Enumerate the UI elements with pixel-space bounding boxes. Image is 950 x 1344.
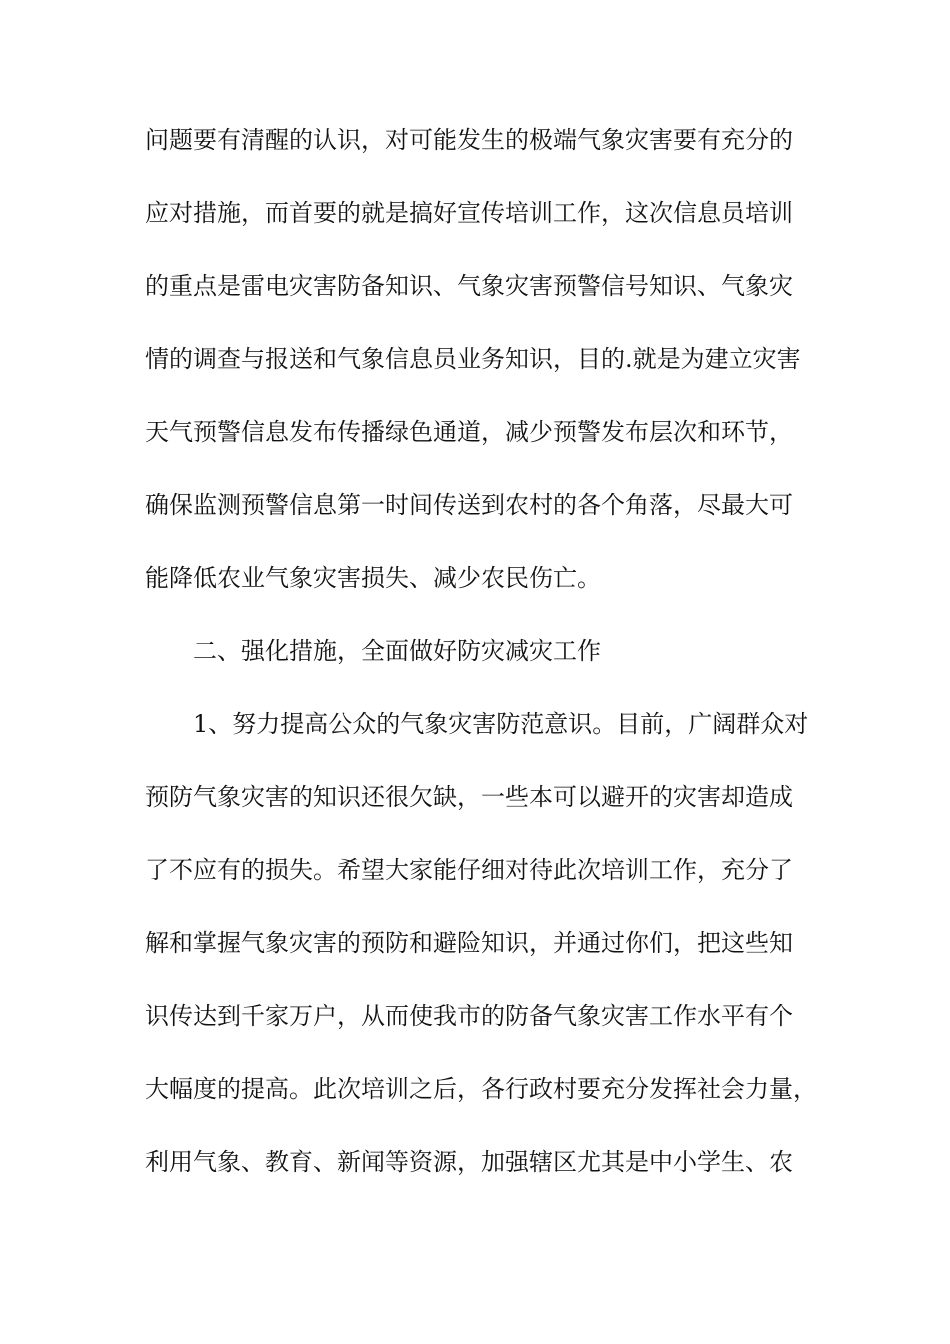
text-line: 大幅度的提高。此次培训之后，各行政村要充分发挥社会力量，: [145, 1075, 817, 1103]
text-line: 情的调查与报送和气象信息员业务知识，目的.就是为建立灾害: [145, 345, 801, 373]
text-line: 解和掌握气象灾害的预防和避险知识，并通过你们，把这些知: [145, 929, 793, 957]
text-line: 天气预警信息发布传播绿色通道，减少预警发布层次和环节，: [145, 418, 793, 446]
text-line: 的重点是雷电灾害防备知识、气象灾害预警信号知识、气象灾: [145, 272, 793, 300]
text-line: 确保监测预警信息第一时间传送到农村的各个角落，尽最大可: [145, 491, 793, 519]
text-line: 能降低农业气象灾害损失、减少农民伤亡。: [145, 564, 601, 592]
text-line: 预防气象灾害的知识还很欠缺，一些本可以避开的灾害却造成: [145, 783, 793, 811]
text-line: 应对措施，而首要的就是搞好宣传培训工作，这次信息员培训: [145, 199, 793, 227]
paragraph-start: 1、努力提高公众的气象灾害防范意识。目前，广阔群众对: [193, 710, 809, 738]
text-line: 识传达到千家万户，从而使我市的防备气象灾害工作水平有个: [145, 1002, 793, 1030]
text-line: 问题要有清醒的认识，对可能发生的极端气象灾害要有充分的: [145, 126, 793, 154]
text-line: 利用气象、教育、新闻等资源，加强辖区尤其是中小学生、农: [145, 1148, 793, 1176]
body-text: [145, 128, 835, 1223]
text-line: 了不应有的损失。希望大家能仔细对待此次培训工作，充分了: [145, 856, 793, 884]
section-heading: 二、强化措施，全面做好防灾减灾工作: [193, 637, 601, 665]
